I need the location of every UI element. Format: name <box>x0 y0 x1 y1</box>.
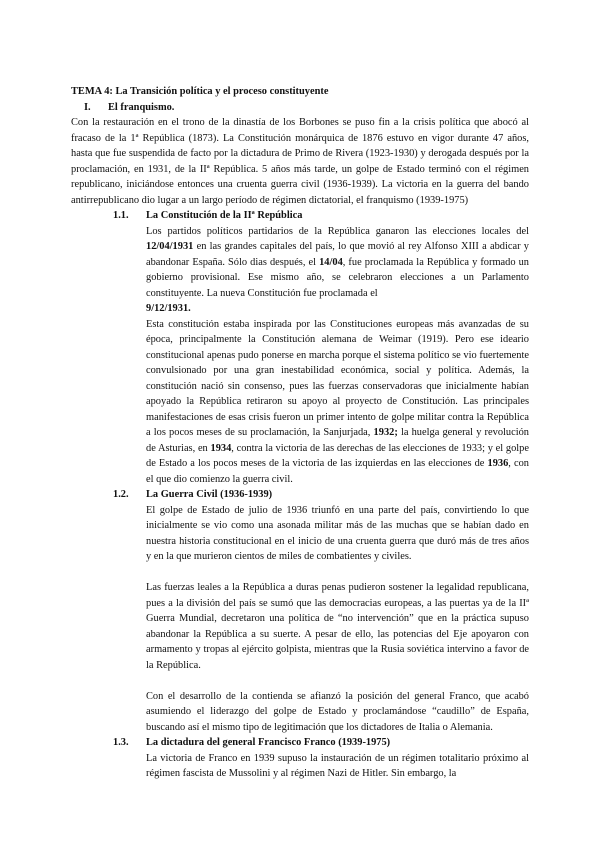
date-bold: 12/04/1931 <box>146 241 194 252</box>
paragraph-golpe: El golpe de Estado de julio de 1936 triunfó en una parte del país, convirtiendo lo que inicialmente se vio como una asonada militar más de las muchas que se habían dado en nuestra historia constitucional en el inicio de una cruenta guerra que duró más de tres años y en la que murieron cientos de miles de combatientes y civiles. <box>146 504 529 562</box>
subsection-heading-constitucion <box>71 208 529 224</box>
paragraph-constitucion <box>71 317 529 488</box>
section-title: El franquismo. <box>108 101 175 113</box>
section-heading-franquismo <box>71 100 529 116</box>
paragraph-elecciones <box>71 224 529 317</box>
date-bold: 9/12/1931. <box>146 303 191 314</box>
subsection-title: La dictadura del general Francisco Franco (1939-1975) <box>146 737 391 748</box>
subsection-number: 1.3. <box>113 737 129 748</box>
text-run: , con el que dio comienzo la guerra civil. <box>146 458 529 485</box>
text-run: , contra la victoria de las derechas de las elecciones de 1933; y el golpe de Estado a los pocos meses de la victoria de las izquierdas en las elecciones de <box>146 442 529 469</box>
paragraph-gap <box>71 673 529 689</box>
subsection-heading-dictadura <box>71 735 529 751</box>
document-page <box>71 84 529 782</box>
year-bold: 1936 <box>487 458 509 469</box>
section-intro-paragraph: Con la restauración en el trono de la dinastía de los Borbones se puso fin a la crisis política que abocó al fracaso de la 1ª República (1873). La Constitución monárquica de 1876 estuvo en vigor durante 47 años, hasta que fue suspendida de facto por la dictadura de Primo de Rivera (1923-1930) y derogada después por la proclamación, en 1931, de la IIª República. 5 años más tarde, un golpe de Estado terminó con el régimen republicano, iniciándose entonces una cruenta guerra civil (1936-1939). La victoria en la guerra del bando antirrepublicano dio lugar a un largo período de régimen dictatorial, el franquismo (1939-1975) <box>71 117 529 206</box>
text-run: en las grandes capitales del país, lo que movió al rey Alfonso XIII a abdicar y abandonar España. Sólo dias después, el <box>146 241 529 268</box>
subsection-title: La Guerra Civil (1936-1939) <box>146 489 273 500</box>
year-bold: 1932; <box>373 427 398 438</box>
year-bold: 1934 <box>210 442 232 454</box>
date-bold: 14/04 <box>319 256 343 268</box>
text-run: la huelga general y revolución de Asturias, en <box>146 427 529 454</box>
subsection-title: La Constitución de la IIª República <box>146 210 303 221</box>
paragraph-victoria: La victoria de Franco en 1939 supuso la instauración de un régimen totalitario próximo al régimen fascista de Mussolini y al régimen Nazi de Hitler. Sin embargo, la <box>146 752 529 779</box>
text-run: Los partidos políticos partidarios de la República ganaron las elecciones locales del <box>146 225 529 237</box>
paragraph-fuerzas-leales: Las fuerzas leales a la República a duras penas pudieron sostener la legalidad republicana, pues a la división del país se sumó que las democracias europeas, a las puertas ya de la IIª Guerra Mundial, decretaron una política de “no intervención” que en la práctica supuso abandonar la República a su suerte. A pesar de ello, las potencias del Eje apoyaron con armamento y tropas al ejército golpista, mientras que la Rusia soviética intervino a favor de la República. <box>146 582 529 671</box>
paragraph-gap <box>71 565 529 581</box>
document-title: TEMA 4: La Transición política y el proceso constituyente <box>71 86 329 97</box>
subsection-number: 1.1. <box>113 210 129 221</box>
paragraph-franco: Con el desarrollo de la contienda se afianzó la posición del general Franco, que acabó asumiendo el liderazgo del golpe de Estado y proclamándose “caudillo” de España, buscando así el mismo tipo de legitimación que los dictadores de Italia o Alemania. <box>146 690 529 733</box>
subsection-heading-guerra-civil <box>71 487 529 503</box>
text-run: , fue proclamada la República y formado un gobierno provisional. Ese mismo año, se celebraron elecciones a un Parlamento constituyente. La nueva Constitución fue proclamada el <box>146 256 530 299</box>
section-number: I. <box>84 101 91 113</box>
subsection-number: 1.2. <box>113 489 129 500</box>
text-run: Esta constitución estaba inspirada por las Constituciones europeas más avanzadas de su época, principalmente la Constitución alemana de Weimar (1919). Pero ese ideario constitucional apenas pudo ponerse en marcha porque el sistema político se vio fuertemente convulsionado por una gran inestabilidad económica, social y política. Además, la constitución nació sin consenso, pues las fuerzas conservadoras que inicialmente habían apoyado la República retiraron su apoyo al proyecto de Constitución. Las principales manifestaciones de esas crisis fueron un primer intento de golpe militar contra la República a los pocos meses de su proclamación, la Sanjurjada, <box>146 318 529 438</box>
